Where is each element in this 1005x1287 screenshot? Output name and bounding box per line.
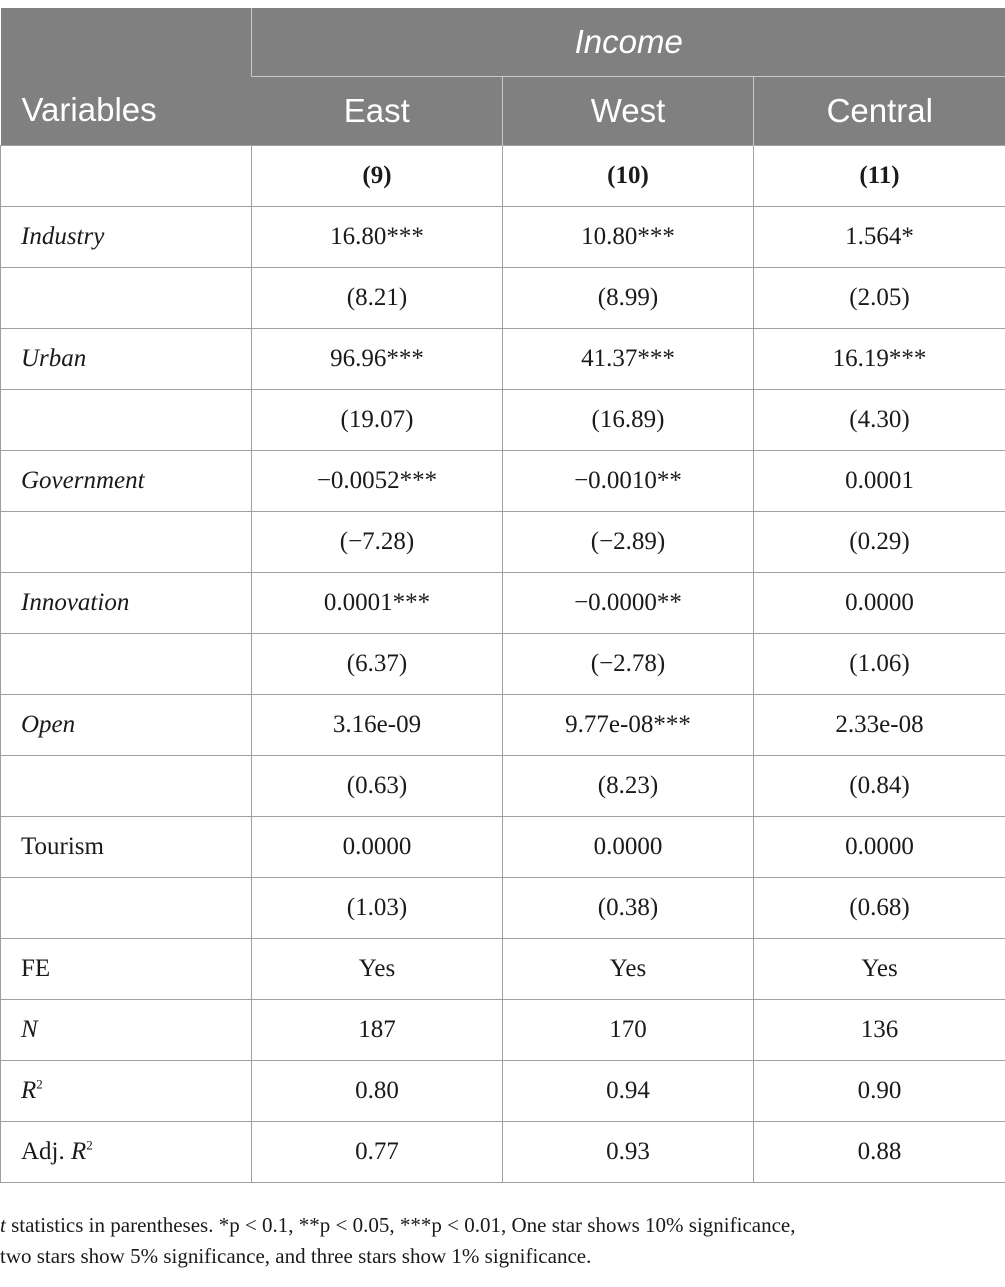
row-label: Government <box>1 451 252 512</box>
table-row <box>1 634 1005 695</box>
cell-value: 41.37*** <box>503 329 754 390</box>
cell-value: 96.96*** <box>252 329 503 390</box>
cell-value: 9.77e-08*** <box>503 695 754 756</box>
row-label: Open <box>1 695 252 756</box>
column-number: (9) <box>252 146 503 207</box>
cell-value: (1.06) <box>754 634 1005 695</box>
cell-value: −0.0000** <box>503 573 754 634</box>
cell-value: (4.30) <box>754 390 1005 451</box>
table-row <box>1 1122 1005 1183</box>
cell-value: 0.0000 <box>252 817 503 878</box>
cell-value: 0.0000 <box>503 817 754 878</box>
row-label: Innovation <box>1 573 252 634</box>
income-header: Income <box>252 8 1005 77</box>
cell-value: 170 <box>503 1000 754 1061</box>
cell-value: 136 <box>754 1000 1005 1061</box>
cell-value: 2.33e-08 <box>754 695 1005 756</box>
cell-value: (−2.78) <box>503 634 754 695</box>
cell-value: 0.0001*** <box>252 573 503 634</box>
cell-value: 0.0001 <box>754 451 1005 512</box>
cell-value: (−2.89) <box>503 512 754 573</box>
row-label: Tourism <box>1 817 252 878</box>
cell-value: 187 <box>252 1000 503 1061</box>
table-header <box>1 8 1005 146</box>
table-row <box>1 1000 1005 1061</box>
row-label: FE <box>1 939 252 1000</box>
row-label <box>1 1122 252 1183</box>
cell-value: −0.0052*** <box>252 451 503 512</box>
cell-value: Yes <box>754 939 1005 1000</box>
row-label <box>1 1061 252 1122</box>
table-row <box>1 695 1005 756</box>
cell-value: 0.88 <box>754 1122 1005 1183</box>
table-row <box>1 390 1005 451</box>
cell-value: (8.23) <box>503 756 754 817</box>
table-row <box>1 207 1005 268</box>
cell-value: (19.07) <box>252 390 503 451</box>
row-label <box>1 268 252 329</box>
row-label <box>1 756 252 817</box>
cell-value: −0.0010** <box>503 451 754 512</box>
column-number-row <box>1 146 1005 207</box>
notes-line-1 <box>0 1210 1005 1241</box>
table-notes <box>0 1210 1005 1272</box>
cell-value: (16.89) <box>503 390 754 451</box>
row-label-symbol: R <box>21 1077 37 1104</box>
cell-value: (6.37) <box>252 634 503 695</box>
column-number: (10) <box>503 146 754 207</box>
table-row <box>1 756 1005 817</box>
row-label-prefix: Adj. <box>21 1138 71 1165</box>
cell-value: 3.16e-09 <box>252 695 503 756</box>
cell-value: 0.93 <box>503 1122 754 1183</box>
column-number: (11) <box>754 146 1005 207</box>
table-body <box>1 146 1005 1183</box>
cell-value: 1.564* <box>754 207 1005 268</box>
cell-value: (−7.28) <box>252 512 503 573</box>
row-label-superscript: 2 <box>36 1076 43 1092</box>
region-header-west: West <box>503 77 754 146</box>
table-row <box>1 817 1005 878</box>
row-label <box>1 390 252 451</box>
table-row <box>1 1061 1005 1122</box>
row-label <box>1 512 252 573</box>
cell-value: Yes <box>252 939 503 1000</box>
regression-results-table <box>0 8 1005 1183</box>
cell-value: (8.99) <box>503 268 754 329</box>
cell-value: 0.0000 <box>754 573 1005 634</box>
table-row <box>1 512 1005 573</box>
notes-line-1-text: statistics in parentheses. *p < 0.1, **p < 0.05, ***p < 0.01, One star shows 10% significance, <box>5 1213 796 1237</box>
cell-value: (1.03) <box>252 878 503 939</box>
cell-value: 0.94 <box>503 1061 754 1122</box>
cell-value: 0.0000 <box>754 817 1005 878</box>
cell-value: (0.38) <box>503 878 754 939</box>
row-label: N <box>1 1000 252 1061</box>
cell-value: (0.84) <box>754 756 1005 817</box>
cell-value: (0.68) <box>754 878 1005 939</box>
cell-value: 10.80*** <box>503 207 754 268</box>
cell-value: 0.77 <box>252 1122 503 1183</box>
region-header-east: East <box>252 77 503 146</box>
table-row <box>1 939 1005 1000</box>
table-row <box>1 268 1005 329</box>
cell-value: 0.90 <box>754 1061 1005 1122</box>
table-row <box>1 573 1005 634</box>
notes-line-2: two stars show 5% significance, and three stars show 1% significance. <box>0 1244 592 1268</box>
cell-value: (8.21) <box>252 268 503 329</box>
variables-header: Variables <box>1 8 252 146</box>
cell-value: 16.80*** <box>252 207 503 268</box>
cell-value: (2.05) <box>754 268 1005 329</box>
cell-value: (0.29) <box>754 512 1005 573</box>
table-row <box>1 878 1005 939</box>
table-row <box>1 329 1005 390</box>
cell-value: Yes <box>503 939 754 1000</box>
cell-value: 16.19*** <box>754 329 1005 390</box>
row-label-symbol: R <box>71 1138 87 1165</box>
notes-t-label: t <box>0 1213 6 1237</box>
table-row <box>1 451 1005 512</box>
row-label-superscript: 2 <box>86 1137 93 1153</box>
row-label <box>1 878 252 939</box>
region-header-central: Central <box>754 77 1005 146</box>
row-label <box>1 146 252 207</box>
cell-value: 0.80 <box>252 1061 503 1122</box>
row-label <box>1 634 252 695</box>
cell-value: (0.63) <box>252 756 503 817</box>
row-label: Industry <box>1 207 252 268</box>
row-label: Urban <box>1 329 252 390</box>
